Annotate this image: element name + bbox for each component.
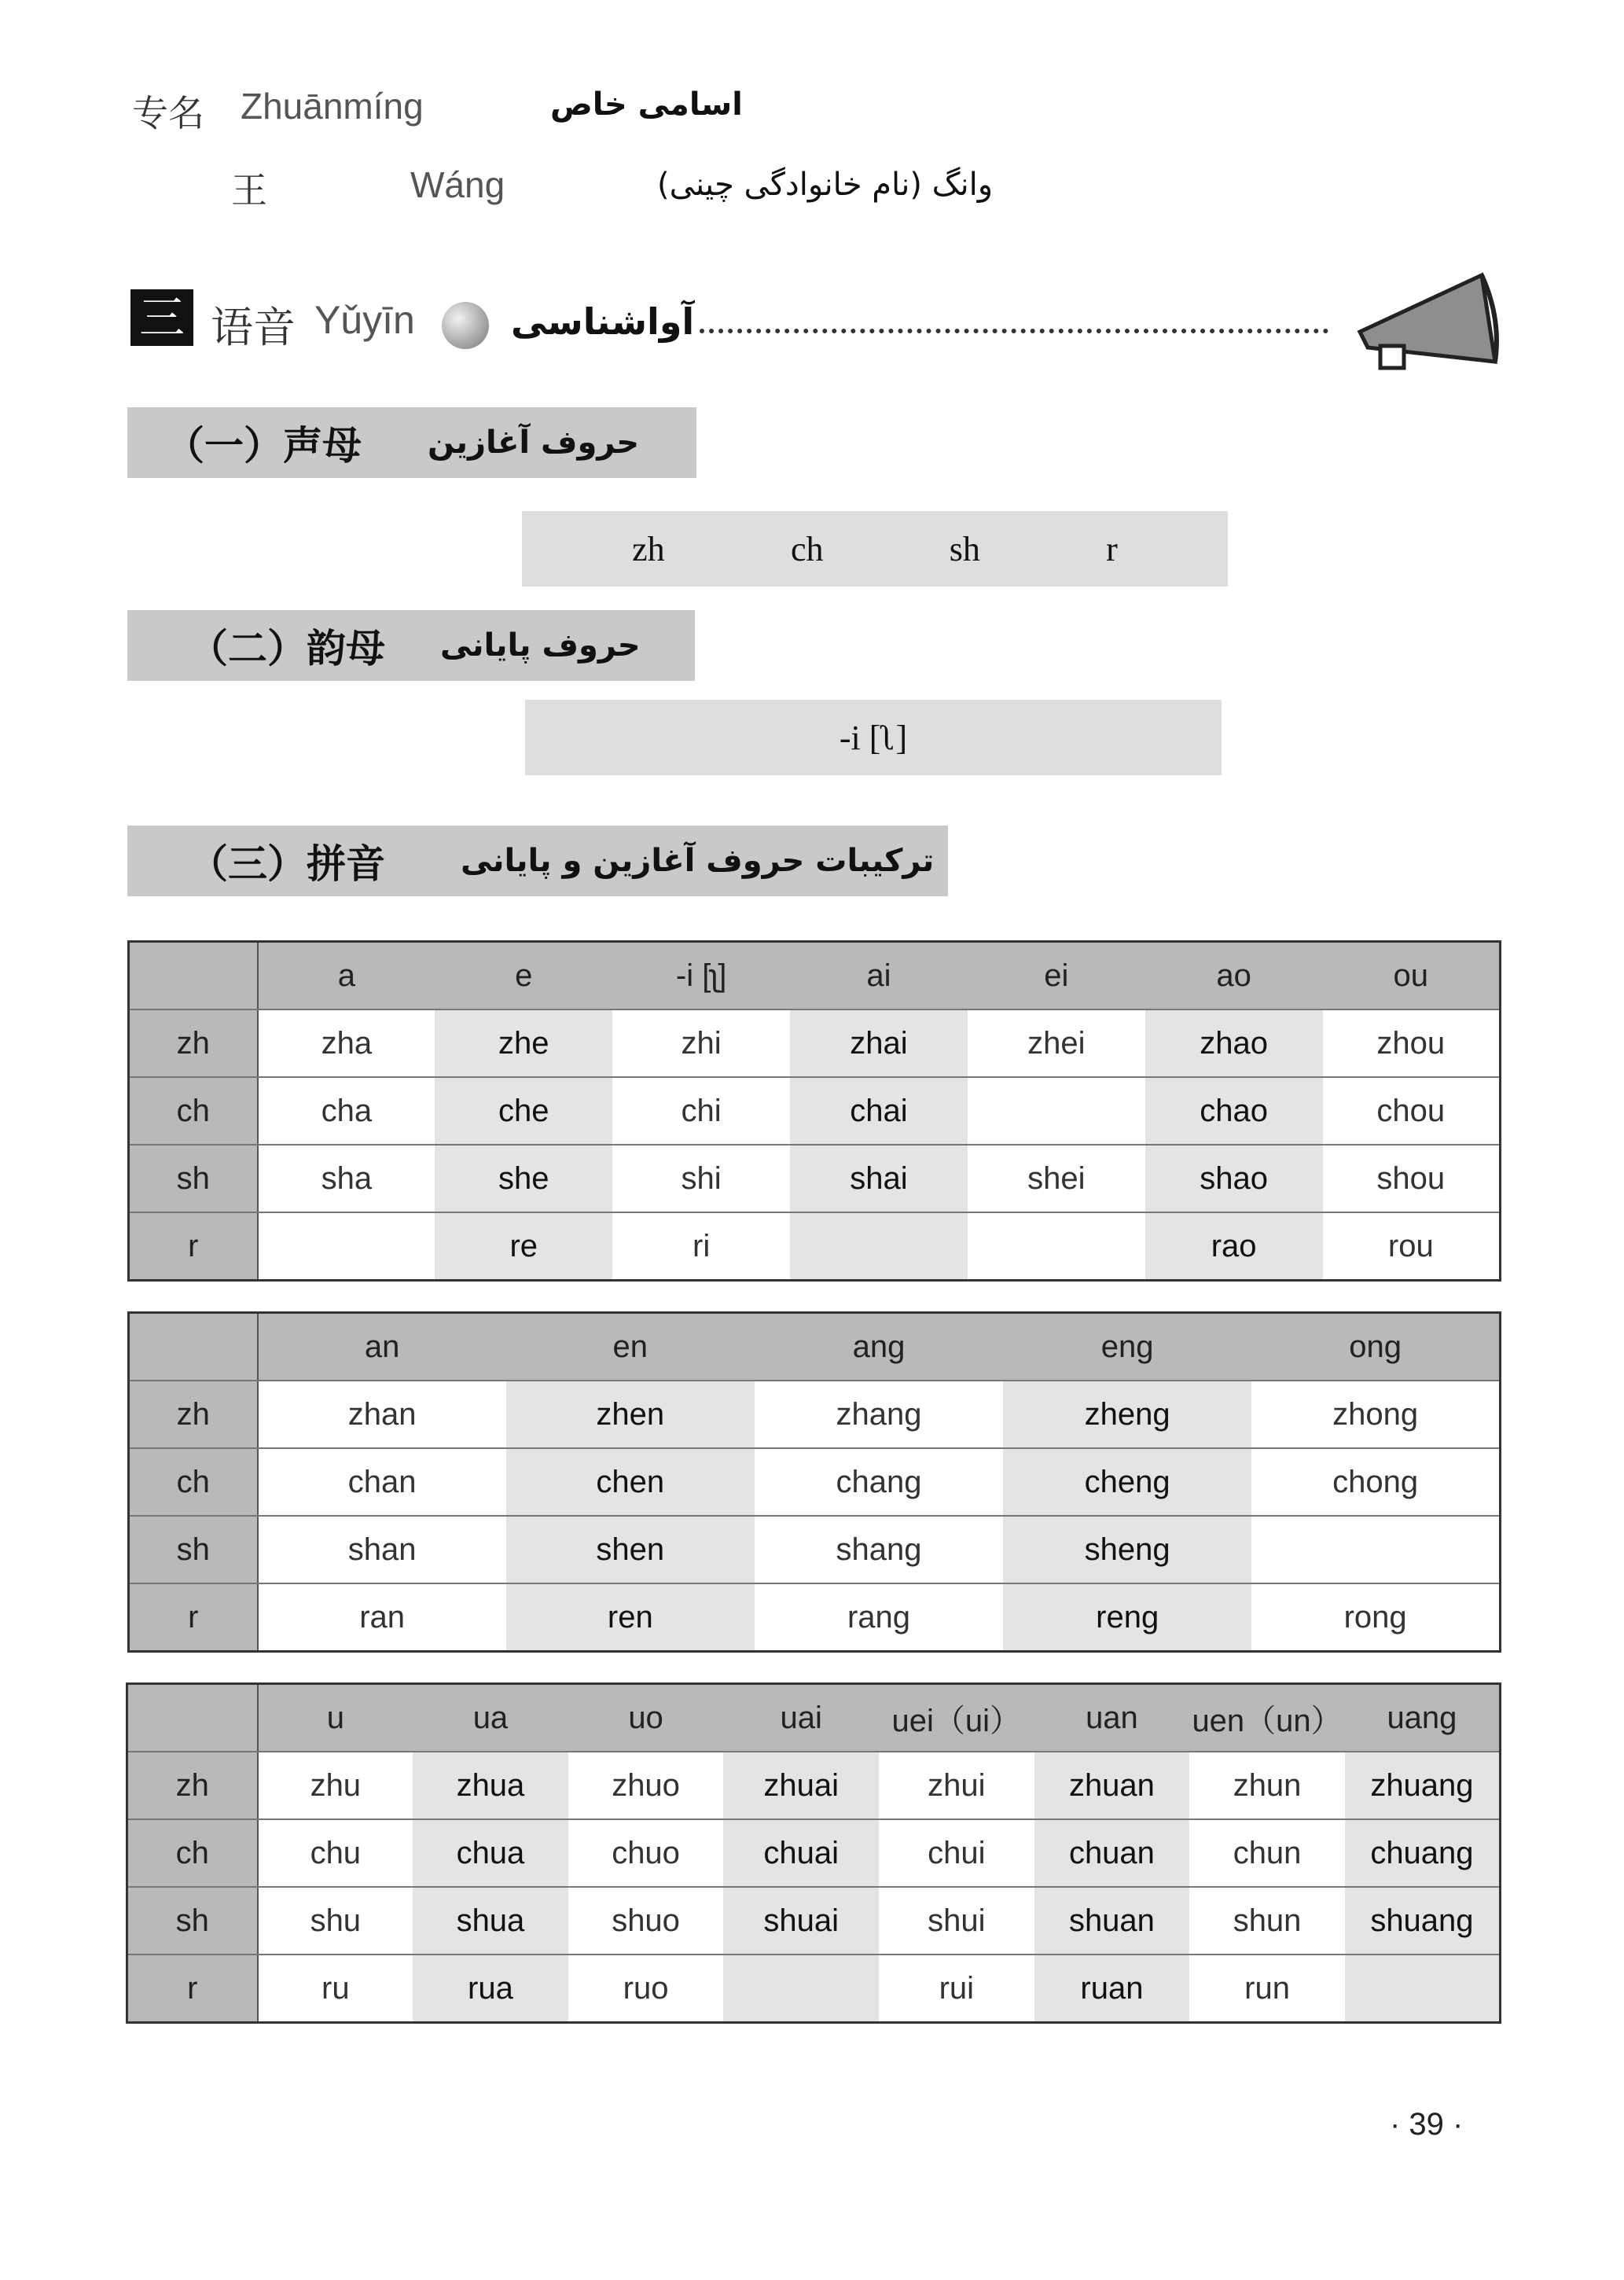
pinyin-table-1: [127, 940, 1501, 1282]
table-row: [127, 1887, 1501, 1955]
table-cell: zhai: [790, 1009, 968, 1077]
table-cell: shao: [1145, 1145, 1323, 1212]
table-header-row: [127, 1684, 1501, 1752]
initial-ch: ch: [790, 529, 824, 568]
table-row-header: zh: [129, 1009, 258, 1077]
table-row: [129, 1448, 1501, 1516]
table-column-header: a: [258, 942, 435, 1010]
proper-nouns-label-fa: اسامی خاص: [550, 86, 743, 123]
table-row: [127, 1955, 1501, 2023]
table-header-row: [129, 1313, 1501, 1381]
table-cell: zhua: [413, 1752, 568, 1819]
table-cell: zhao: [1145, 1009, 1323, 1077]
table-cell: shua: [413, 1887, 568, 1955]
table-cell: chua: [413, 1819, 568, 1887]
table-column-header: ang: [755, 1313, 1003, 1381]
table-cell: chou: [1323, 1077, 1501, 1145]
table-cell: zhui: [879, 1752, 1034, 1819]
table-row-header: sh: [129, 1145, 258, 1212]
table-cell: zhang: [755, 1381, 1003, 1448]
table-row-header: sh: [127, 1887, 258, 1955]
table-cell: cha: [258, 1077, 435, 1145]
table-cell: zhou: [1323, 1009, 1501, 1077]
table-row: [127, 1819, 1501, 1887]
table-column-header: ou: [1323, 942, 1501, 1010]
table-column-header: uo: [568, 1684, 724, 1752]
table-row: [127, 1752, 1501, 1819]
table-corner-cell: [129, 1313, 258, 1381]
table-cell: chi: [612, 1077, 790, 1145]
table-cell: chang: [755, 1448, 1003, 1516]
section-title-zh: 语音: [211, 303, 296, 352]
table-cell: chan: [258, 1448, 506, 1516]
table-cell: [968, 1212, 1145, 1281]
proper-nouns-label-pinyin: Zhuānmíng: [241, 86, 424, 127]
table-cell: che: [435, 1077, 612, 1145]
page-number: · 39 ·: [1390, 2107, 1464, 2142]
table-cell: shen: [506, 1516, 755, 1583]
table-cell: ruan: [1034, 1955, 1190, 2023]
table-cell: [968, 1077, 1145, 1145]
section-title-fa: آواشناسی: [511, 300, 695, 343]
table-cell: shuai: [723, 1887, 879, 1955]
table-cell: shan: [258, 1516, 506, 1583]
table-row: [129, 1381, 1501, 1448]
table-cell: chun: [1189, 1819, 1345, 1887]
initials-heading: [127, 407, 696, 478]
table-column-header: an: [258, 1313, 506, 1381]
section-title-pinyin: Yǔyīn: [314, 298, 415, 342]
table-column-header: uei（ui）: [879, 1684, 1034, 1752]
finals-list: [525, 700, 1222, 775]
table-cell: zhong: [1251, 1381, 1500, 1448]
table-cell: she: [435, 1145, 612, 1212]
table-row: [129, 1077, 1501, 1145]
table-row-header: ch: [129, 1448, 258, 1516]
table-cell: cheng: [1003, 1448, 1251, 1516]
proper-noun-fa: وانگ (نام خانوادگی چینی): [657, 167, 994, 203]
table-cell: chuan: [1034, 1819, 1190, 1887]
proper-noun-zh: 王: [231, 169, 267, 211]
finals-heading-fa: حروف پایانی: [440, 627, 641, 664]
table-cell: rou: [1323, 1212, 1501, 1281]
table-row-header: ch: [127, 1819, 258, 1887]
table-column-header: eng: [1003, 1313, 1251, 1381]
megaphone-icon: [1344, 267, 1506, 377]
table-row: [129, 1145, 1501, 1212]
table-column-header: ong: [1251, 1313, 1500, 1381]
table-corner-cell: [129, 942, 258, 1010]
table-cell: re: [435, 1212, 612, 1281]
final-i: -i [ʅ]: [839, 718, 908, 757]
table-cell: chuai: [723, 1819, 879, 1887]
table-cell: [723, 1955, 879, 2023]
table-cell: chong: [1251, 1448, 1500, 1516]
table-cell: shang: [755, 1516, 1003, 1583]
table-cell: chuang: [1345, 1819, 1501, 1887]
table-cell: rong: [1251, 1583, 1500, 1652]
table-cell: shai: [790, 1145, 968, 1212]
table-row: [129, 1009, 1501, 1077]
table-row: [129, 1583, 1501, 1652]
finals-heading: [127, 610, 695, 681]
table-column-header: u: [258, 1684, 413, 1752]
table-column-header: -i [ʅ]: [612, 942, 790, 1010]
pinyin-heading-zh: （三）拼音: [189, 840, 385, 887]
table-row: [129, 1212, 1501, 1281]
table-cell: shou: [1323, 1145, 1501, 1212]
initial-zh: zh: [632, 529, 665, 568]
table-row-header: zh: [127, 1752, 258, 1819]
table-cell: chao: [1145, 1077, 1323, 1145]
table-header-row: [129, 942, 1501, 1010]
table-cell: shun: [1189, 1887, 1345, 1955]
table-cell: shi: [612, 1145, 790, 1212]
proper-noun-pinyin: Wáng: [410, 164, 505, 205]
table-column-header: uai: [723, 1684, 879, 1752]
table-cell: shuang: [1345, 1887, 1501, 1955]
table-cell: ran: [258, 1583, 506, 1652]
initials-heading-zh: （一）声母: [165, 422, 362, 469]
table-cell: ru: [258, 1955, 413, 2023]
table-cell: rang: [755, 1583, 1003, 1652]
table-cell: zhan: [258, 1381, 506, 1448]
table-cell: run: [1189, 1955, 1345, 2023]
table-cell: rui: [879, 1955, 1034, 2023]
pinyin-table-3: [126, 1682, 1501, 2024]
table-column-header: e: [435, 942, 612, 1010]
table-cell: rua: [413, 1955, 568, 2023]
table-row-header: r: [129, 1212, 258, 1281]
table-column-header: uang: [1345, 1684, 1501, 1752]
table-cell: zhuai: [723, 1752, 879, 1819]
table-cell: ruo: [568, 1955, 724, 2023]
table-cell: sha: [258, 1145, 435, 1212]
pinyin-heading: [127, 826, 948, 896]
table-row-header: sh: [129, 1516, 258, 1583]
table-cell: shui: [879, 1887, 1034, 1955]
section-dotted-leader: [700, 329, 1328, 333]
table-cell: zha: [258, 1009, 435, 1077]
table-cell: zhuang: [1345, 1752, 1501, 1819]
table-cell: chen: [506, 1448, 755, 1516]
table-cell: zhuan: [1034, 1752, 1190, 1819]
table-cell: [258, 1212, 435, 1281]
table-cell: chu: [258, 1819, 413, 1887]
initial-sh: sh: [949, 529, 980, 568]
table-row-header: ch: [129, 1077, 258, 1145]
table-cell: zhe: [435, 1009, 612, 1077]
initials-heading-fa: حروف آغازین: [428, 425, 640, 461]
table-column-header: en: [506, 1313, 755, 1381]
table-column-header: uan: [1034, 1684, 1190, 1752]
table-column-header: ua: [413, 1684, 568, 1752]
table-cell: ren: [506, 1583, 755, 1652]
table-cell: zhi: [612, 1009, 790, 1077]
initial-r: r: [1106, 529, 1118, 568]
table-column-header: ei: [968, 942, 1145, 1010]
table-cell: chuo: [568, 1819, 724, 1887]
table-cell: [1345, 1955, 1501, 2023]
table-column-header: ai: [790, 942, 968, 1010]
table-cell: shuo: [568, 1887, 724, 1955]
pinyin-heading-fa: ترکیبات حروف آغازین و پایانی: [461, 843, 935, 879]
circle-bullet-icon: [442, 302, 489, 349]
table-cell: zhun: [1189, 1752, 1345, 1819]
table-cell: [790, 1212, 968, 1281]
table-row-header: zh: [129, 1381, 258, 1448]
table-row-header: r: [129, 1583, 258, 1652]
table-column-header: uen（un）: [1189, 1684, 1345, 1752]
table-cell: shuan: [1034, 1887, 1190, 1955]
table-corner-cell: [127, 1684, 258, 1752]
finals-heading-zh: （二）韵母: [189, 625, 385, 671]
initials-list: [522, 511, 1228, 587]
table-cell: zhei: [968, 1009, 1145, 1077]
table-cell: zhuo: [568, 1752, 724, 1819]
section-number-box: 三: [130, 289, 193, 346]
proper-nouns-label-zh: 专名: [132, 92, 204, 134]
table-row-header: r: [127, 1955, 258, 2023]
table-cell: zhu: [258, 1752, 413, 1819]
table-cell: chai: [790, 1077, 968, 1145]
table-cell: sheng: [1003, 1516, 1251, 1583]
table-row: [129, 1516, 1501, 1583]
table-cell: [1251, 1516, 1500, 1583]
pinyin-table-2: [127, 1311, 1501, 1653]
table-cell: rao: [1145, 1212, 1323, 1281]
table-column-header: ao: [1145, 942, 1323, 1010]
table-cell: shu: [258, 1887, 413, 1955]
table-cell: chui: [879, 1819, 1034, 1887]
table-cell: shei: [968, 1145, 1145, 1212]
table-cell: zhen: [506, 1381, 755, 1448]
table-cell: reng: [1003, 1583, 1251, 1652]
table-cell: ri: [612, 1212, 790, 1281]
table-cell: zheng: [1003, 1381, 1251, 1448]
